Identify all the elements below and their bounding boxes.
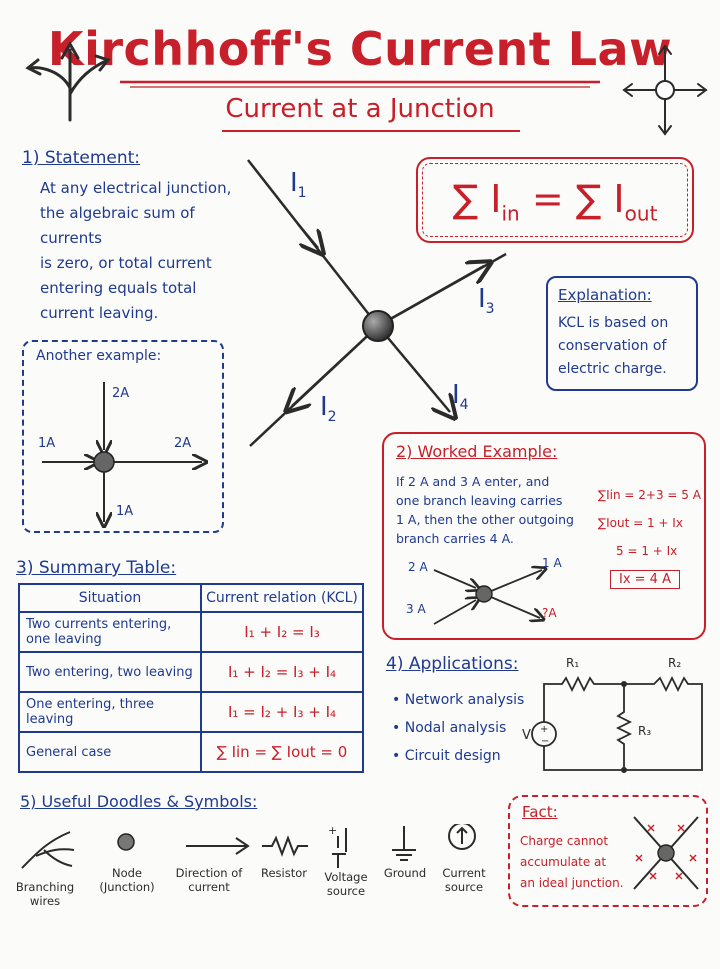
explanation-box [546,276,698,391]
list-item: • Network analysis [392,692,525,708]
relation-cell: ∑ Iin = ∑ Iout = 0 [201,732,363,772]
circuit-diagram [524,662,710,774]
another-example-heading: Another example: [36,348,162,364]
circuit-r2-label: R₂ [668,656,682,670]
fact-box [508,795,708,907]
svg-text:−: − [541,736,550,747]
page-title: Kirchhoff's Current Law [47,22,673,76]
worked-label-3a: 3 A [406,602,426,616]
table-row [19,692,363,732]
label-i3: $I_3$ [478,284,495,318]
statement-heading: 1) Statement: [22,148,141,168]
kcl-equation: ∑ $I_{in}$ = ∑ $I_{out}$ [452,177,658,226]
applications-list [392,686,524,770]
circuit-v-label: V [522,728,531,743]
table-header-row [19,584,363,612]
doodle-label-ground: Ground [383,866,427,880]
situation-cell: Two entering, two leaving [19,652,201,692]
table-row [19,732,363,772]
subtitle-underline [222,128,522,134]
column-header: Situation [19,584,201,612]
doodle-label-current-source: Current source [442,866,486,894]
blocked-junction-icon [628,811,704,895]
situation-cell: Two currents entering, one leaving [19,612,201,652]
doodles-heading: 5) Useful Doodles & Symbols: [20,792,258,811]
worked-answer: Ix = 4 A [610,570,680,589]
situation-cell: General case [19,732,201,772]
situation-cell: One entering, three leaving [19,692,201,732]
svg-text:+: + [540,724,549,735]
label-i1: $I_1$ [290,168,307,202]
explanation-text: KCL is based on conservation of electric charge. [558,315,669,377]
doodle-label-branching: Branching wires [15,880,75,908]
fact-text: Charge cannot accumulate at an ideal junction. [520,834,624,890]
column-header: Current relation (KCL) [201,584,363,612]
list-item: • Circuit design [392,748,501,764]
worked-calc-1: ∑Iin = 2+3 = 5 A [598,488,701,502]
doodle-label-node: Node (Junction) [99,866,155,894]
title-underline [120,78,600,90]
junction-cross-icon [622,44,708,136]
applications-heading: 4) Applications: [386,654,519,674]
relation-cell: I₁ = I₂ + I₃ + I₄ [201,692,363,732]
worked-label-2a: 2 A [408,560,428,574]
worked-example-diagram [404,560,584,634]
doodle-label-resistor: Resistor [261,866,307,880]
page-subtitle: Current at a Junction [225,94,495,124]
kcl-equation-box [416,157,694,243]
branching-arrows-icon [22,38,112,122]
fact-heading: Fact: [522,803,558,821]
circuit-r3-label: R₃ [638,724,652,738]
relation-cell: I₁ + I₂ = I₃ [201,612,363,652]
circuit-r1-label: R₁ [566,656,580,670]
svg-text:+: + [328,824,338,837]
example-right-label: 2A [174,436,192,451]
example-top-label: 2A [112,386,130,401]
worked-example-box [382,432,706,640]
doodle-label-voltage: Voltage source [324,870,368,898]
doodle-label-direction: Direction of current [175,866,243,894]
worked-calc-2: ∑Iout = 1 + Ix [598,516,683,530]
explanation-heading: Explanation: [558,286,652,304]
example-left-label: 1A [38,436,56,451]
summary-table [18,583,364,773]
worked-example-heading: 2) Worked Example: [396,442,558,461]
label-i2: $I_2$ [320,392,337,426]
label-i4: $I_4$ [452,380,469,414]
relation-cell: I₁ + I₂ = I₃ + I₄ [201,652,363,692]
statement-text: At any electrical junction, the algebraic sum of currents is zero, or total current entering equals total current leaving. [40,179,232,322]
table-row [19,612,363,652]
table-row [19,652,363,692]
worked-label-unknown: ?A [542,606,557,620]
worked-example-text: If 2 A and 3 A enter, and one branch leaving carries 1 A, then the other outgoing branch carries 4 A. [396,474,574,546]
example-bottom-label: 1A [116,504,134,519]
summary-heading: 3) Summary Table: [16,558,177,578]
worked-calc-3: 5 = 1 + Ix [616,544,678,558]
another-example-box [22,340,224,533]
list-item: • Nodal analysis [392,720,507,736]
worked-label-1a: 1 A [542,556,562,570]
